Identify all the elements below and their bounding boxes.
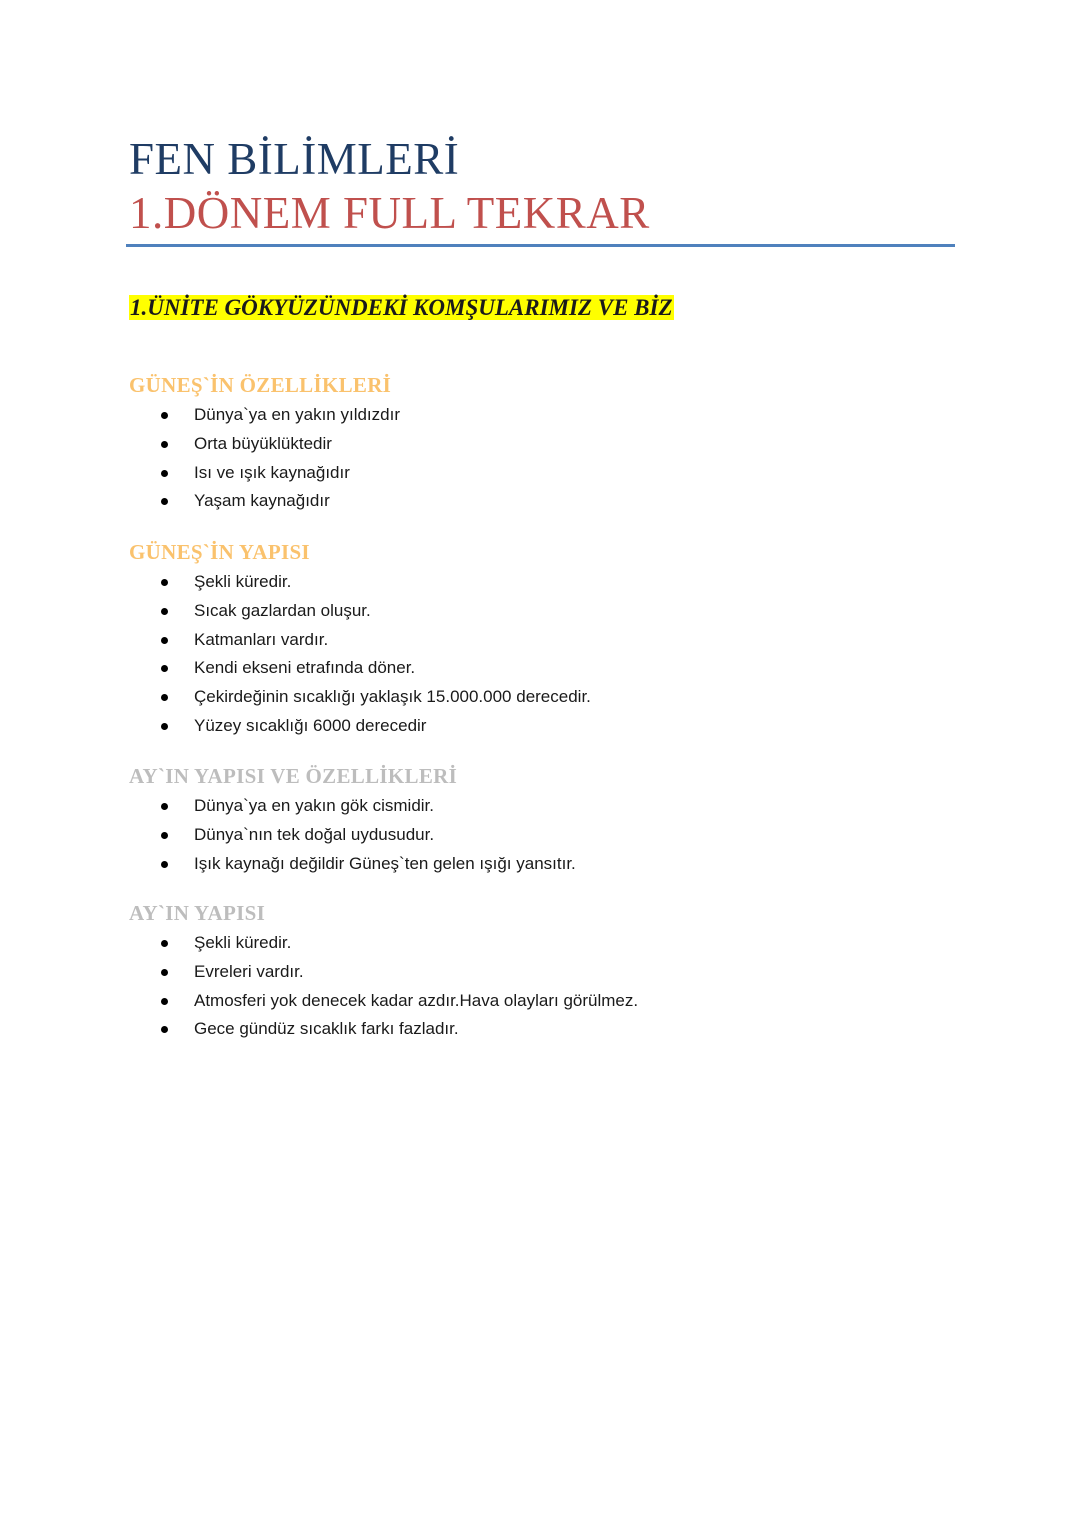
list-item-text: Yaşam kaynağıdır xyxy=(194,491,330,511)
list-item-text: Şekli küredir. xyxy=(194,933,292,952)
list-item-text: Yüzey sıcaklığı 6000 derecedir xyxy=(194,715,427,735)
list-item xyxy=(129,401,929,430)
list-item-text: Sıcak gazlardan oluşur. xyxy=(194,600,371,620)
list-item-text: Katmanları vardır. xyxy=(194,629,329,649)
list-item-text: Atmosferi yok denecek kadar azdır.Hava olayları görülmez. xyxy=(194,990,639,1010)
title-subject: FEN BİLİMLERİ xyxy=(129,134,460,184)
section-moon-structure-properties xyxy=(129,762,929,878)
title-subtitle: 1.DÖNEM FULL TEKRAR xyxy=(129,188,650,238)
section-sun-properties xyxy=(129,371,929,516)
section-heading: GÜNEŞ`İN ÖZELLİKLERİ xyxy=(129,373,392,397)
bullet-list xyxy=(129,568,929,741)
bullet-icon xyxy=(161,998,168,1005)
list-item xyxy=(129,821,929,850)
bullet-icon xyxy=(161,412,168,419)
section-heading: GÜNEŞ`İN YAPISI xyxy=(129,540,310,564)
bullet-icon xyxy=(161,665,168,672)
list-item xyxy=(129,987,929,1016)
bullet-icon xyxy=(161,1026,168,1033)
bullet-icon xyxy=(161,969,168,976)
unit-heading xyxy=(129,293,674,323)
list-item xyxy=(129,654,929,683)
bullet-icon xyxy=(161,579,168,586)
list-item-text: Çekirdeğinin sıcaklığı yaklaşık 15.000.000 derecedir. xyxy=(194,687,591,707)
unit-heading-highlight: 1.ÜNİTE GÖKYÜZÜNDEKİ KOMŞULARIMIZ VE BİZ xyxy=(130,295,673,320)
list-item xyxy=(129,683,929,712)
list-item xyxy=(129,430,929,459)
list-item-text: Dünya`nın tek doğal uydusudur. xyxy=(194,824,435,844)
bullet-icon xyxy=(161,498,168,505)
bullet-icon xyxy=(161,803,168,810)
list-item-text: Dünya`ya en yakın yıldızdır xyxy=(194,405,400,424)
list-item-text: Evreleri vardır. xyxy=(194,961,304,981)
list-item-text: Şekli küredir. xyxy=(194,572,292,591)
list-item xyxy=(129,568,929,597)
document-title xyxy=(129,132,955,240)
bullet-list xyxy=(129,401,929,516)
bullet-icon xyxy=(161,441,168,448)
bullet-icon xyxy=(161,940,168,947)
list-item-text: Isı ve ışık kaynağıdır xyxy=(194,462,350,482)
bullet-icon xyxy=(161,470,168,477)
bullet-list xyxy=(129,792,929,878)
bullet-icon xyxy=(161,832,168,839)
list-item xyxy=(129,459,929,488)
list-item xyxy=(129,712,929,741)
list-item xyxy=(129,958,929,987)
bullet-icon xyxy=(161,861,168,868)
list-item-text: Gece gündüz sıcaklık farkı fazladır. xyxy=(194,1019,459,1039)
section-moon-structure xyxy=(129,899,929,1044)
list-item-text: Dünya`ya en yakın gök cismidir. xyxy=(194,796,434,815)
list-item-text: Kendi ekseni etrafında döner. xyxy=(194,658,416,678)
bullet-icon xyxy=(161,723,168,730)
section-heading: AY`IN YAPISI xyxy=(129,901,266,925)
list-item xyxy=(129,626,929,655)
list-item xyxy=(129,597,929,626)
bullet-icon xyxy=(161,637,168,644)
bullet-icon xyxy=(161,608,168,615)
list-item-text: Orta büyüklüktedir xyxy=(194,433,332,453)
list-item-text: Işık kaynağı değildir Güneş`ten gelen ışığı yansıtır. xyxy=(194,853,576,873)
list-item xyxy=(129,929,929,958)
list-item xyxy=(129,850,929,879)
list-item xyxy=(129,792,929,821)
bullet-list xyxy=(129,929,929,1044)
section-sun-structure xyxy=(129,538,929,741)
section-heading: AY`IN YAPISI VE ÖZELLİKLERİ xyxy=(129,764,458,788)
bullet-icon xyxy=(161,694,168,701)
list-item xyxy=(129,1015,929,1044)
list-item xyxy=(129,487,929,516)
title-underline-divider xyxy=(126,244,955,247)
